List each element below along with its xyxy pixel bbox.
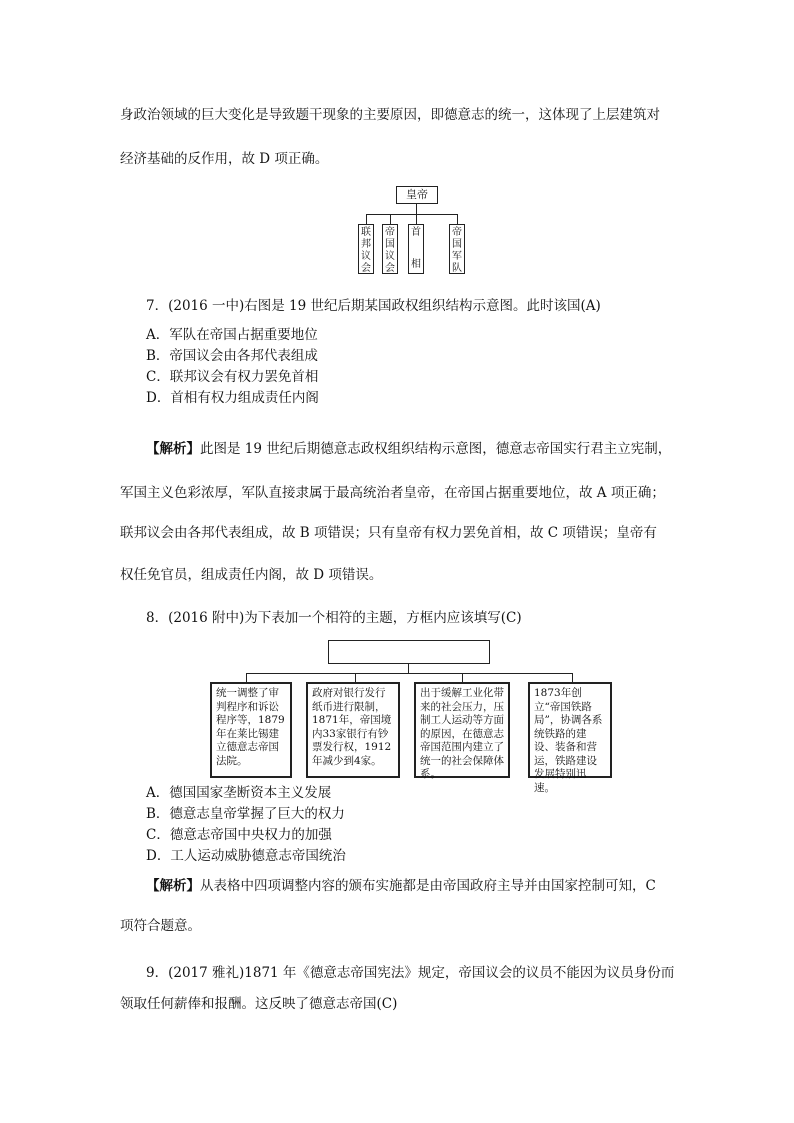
org-node-imperial-army: 帝 国 军 队 [449, 224, 465, 274]
q8-blank-title-box [328, 640, 490, 664]
q8-option-a: A．德国国家垄断资本主义发展 [146, 785, 332, 801]
q8-table-diagram [200, 640, 620, 794]
q7-analysis-label: 【解析】 [146, 441, 200, 457]
org-chart-diagram [350, 182, 470, 278]
table-connector [246, 673, 572, 674]
table-connector [355, 673, 356, 682]
org-node-imperial-diet: 帝 国 议 会 [382, 224, 398, 274]
org-connector [457, 214, 458, 224]
q7-option-c: C．联邦议会有权力罢免首相 [146, 369, 319, 385]
table-connector [408, 663, 409, 673]
org-connector [390, 214, 391, 224]
q8-stem: 8．(2016 附中)为下表加一个相符的主题，方框内应该填写(C) [146, 610, 522, 626]
org-connector [366, 214, 367, 224]
q8-option-c: C．德意志帝国中央权力的加强 [146, 827, 332, 843]
q8-cell-3: 出于缓解工业化带来的社会压力，压制工人运动等方面的原因，在德意志帝国范围内建立了统一的社会保障体系。 [414, 682, 510, 778]
q8-cell-4: 1873年创立“帝国铁路局”，协调各系统铁路的建设、装备和营运，铁路建设发展特别迅速。 [528, 682, 612, 778]
intro-line-1: 身政治领域的巨大变化是导致题干现象的主要原因，即德意志的统一，这体现了上层建筑对 [120, 107, 660, 123]
q7-analysis-line-2: 军国主义色彩浓厚，军队直接隶属于最高统治者皇帝，在帝国占据重要地位，故 A 项正确； [120, 485, 665, 501]
table-connector [462, 673, 463, 682]
table-connector [246, 673, 247, 682]
org-node-emperor: 皇帝 [396, 186, 438, 204]
q7-analysis-line-1 [146, 440, 671, 458]
q8-cell-1: 统一调整了审判程序和诉讼程序等，1879年在莱比锡建立德意志帝国法院。 [210, 682, 292, 778]
org-connector [416, 204, 417, 224]
q8-analysis-text-1: 从表格中四项调整内容的颁布实施都是由帝国政府主导并由国家控制可知，C [200, 878, 656, 894]
q9-line-2: 领取任何薪俸和报酬。这反映了德意志帝国(C) [120, 996, 398, 1012]
q8-analysis-line-2: 项符合题意。 [120, 918, 201, 934]
q8-cell-2: 政府对银行发行纸币进行限制，1871年，帝国境内33家银行有钞票发行权，1912年减少到4家。 [306, 682, 400, 778]
q7-stem: 7．(2016 一中)右图是 19 世纪后期某国政权组织结构示意图。此时该国(A) [146, 298, 601, 314]
q7-option-d: D．首相有权力组成责任内阁 [146, 390, 319, 406]
q8-option-d: D．工人运动威胁德意志帝国统治 [146, 848, 346, 864]
org-node-federal-council: 联 邦 议 会 [358, 224, 374, 274]
q7-analysis-line-4: 权任免官员，组成责任内阁，故 D 项错误。 [120, 567, 383, 583]
q8-analysis-label: 【解析】 [146, 878, 200, 894]
q7-option-a: A．军队在帝国占据重要地位 [146, 327, 318, 343]
q9-line-1: 9．(2017 雅礼)1871 年《德意志帝国宪法》规定，帝国议会的议员不能因为议员身份而 [146, 965, 675, 981]
q7-option-b: B．帝国议会由各邦代表组成 [146, 348, 318, 364]
org-node-chancellor: 首 相 [408, 224, 424, 274]
q7-analysis-text-1: 此图是 19 世纪后期德意志政权组织结构示意图，德意志帝国实行君主立宪制， [200, 441, 672, 457]
org-connector [366, 214, 457, 215]
q8-analysis-line-1 [146, 877, 656, 895]
q8-option-b: B．德意志皇帝掌握了巨大的权力 [146, 806, 345, 822]
intro-line-2: 经济基础的反作用，故 D 项正确。 [120, 151, 329, 167]
q7-analysis-line-3: 联邦议会由各邦代表组成，故 B 项错误；只有皇帝有权力罢免首相，故 C 项错误；皇帝有 [120, 525, 657, 541]
table-connector [572, 673, 573, 682]
